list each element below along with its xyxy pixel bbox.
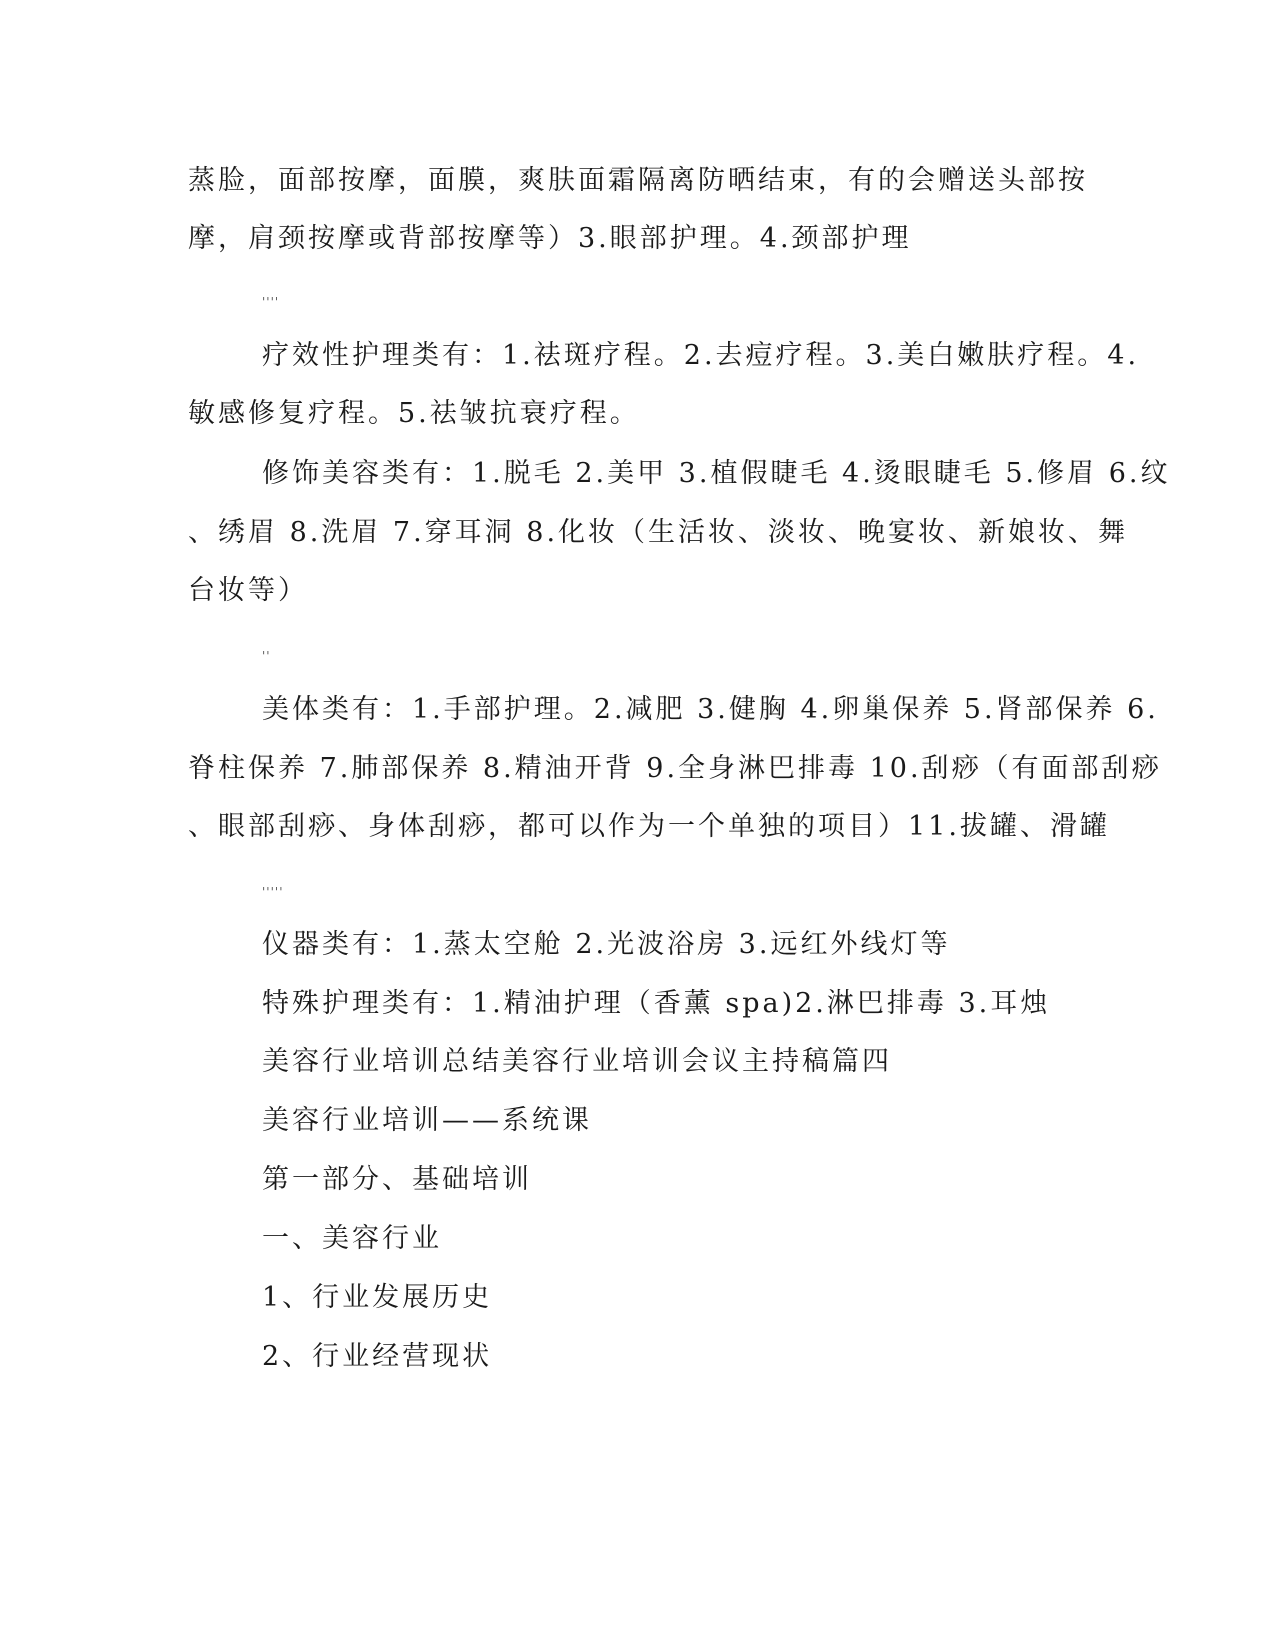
paragraph-line: 特殊护理类有：1.精油护理（香薰 spa)2.淋巴排毒 3.耳烛 [262,988,1051,1019]
paragraph-line: 、绣眉 8.洗眉 7.穿耳洞 8.化妆（生活妆、淡妆、晚宴妆、新娘妆、舞 [188,517,1129,548]
paragraph-line: 修饰美容类有：1.脱毛 2.美甲 3.植假睫毛 4.烫眼睫毛 5.修眉 6.纹 [262,458,1171,489]
paragraph-line: 疗效性护理类有：1.祛斑疗程。2.去痘疗程。3.美白嫩肤疗程。4. [262,340,1140,371]
paragraph-line: 脊柱保养 7.肺部保养 8.精油开背 9.全身淋巴排毒 10.刮痧（有面部刮痧 [188,753,1162,784]
paragraph-line: 摩，肩颈按摩或背部按摩等）3.眼部护理。4.颈部护理 [188,223,912,254]
list-item: 2、行业经营现状 [262,1341,493,1372]
paragraph-line: 美体类有：1.手部护理。2.减肥 3.健胸 4.卵巢保养 5.肾部保养 6. [262,694,1159,725]
part-heading: 第一部分、基础培训 [262,1164,532,1195]
paragraph-line: 敏感修复疗程。5.祛皱抗衰疗程。 [188,398,640,429]
chapter-heading: 一、美容行业 [262,1223,442,1254]
paragraph-line: 台妆等） [188,575,308,606]
section-title: 美容行业培训总结美容行业培训会议主持稿篇四 [262,1046,892,1077]
paragraph-line: 蒸脸，面部按摩，面膜，爽肤面霜隔离防晒结束，有的会赠送头部按 [188,165,1088,196]
tick-marks: '''' [262,295,280,309]
tick-marks: ''''' [262,885,284,899]
course-title: 美容行业培训——系统课 [262,1105,592,1136]
paragraph-line: 、眼部刮痧、身体刮痧，都可以作为一个单独的项目）11.拔罐、滑罐 [188,811,1110,842]
paragraph-line: 仪器类有：1.蒸太空舱 2.光波浴房 3.远红外线灯等 [262,929,951,960]
list-item: 1、行业发展历史 [262,1282,493,1313]
tick-marks: '' [262,649,271,663]
